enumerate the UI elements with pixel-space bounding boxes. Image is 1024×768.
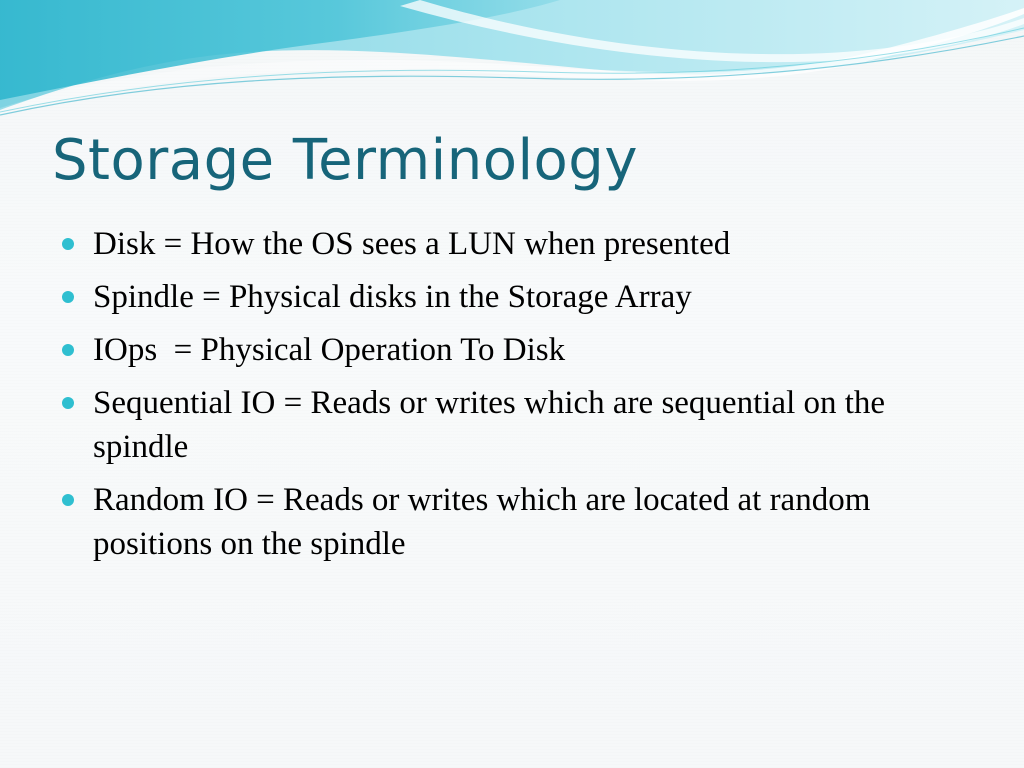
- wave-decoration: [0, 0, 1024, 130]
- round-bullet-icon: [62, 344, 74, 356]
- bullet-text: Sequential IO = Reads or writes which are sequential on the spindle: [93, 385, 894, 465]
- round-bullet-icon: [62, 494, 74, 506]
- slide-title: Storage Terminology: [52, 128, 638, 193]
- round-bullet-icon: [62, 238, 74, 250]
- list-item: [62, 222, 962, 266]
- list-item: [62, 275, 962, 319]
- bullet-text: Disk = How the OS sees a LUN when presented: [93, 226, 731, 262]
- list-item: [62, 478, 962, 566]
- bullet-text: Random IO = Reads or writes which are located at random positions on the spindle: [93, 482, 879, 562]
- bullet-list: [62, 222, 962, 575]
- round-bullet-icon: [62, 291, 74, 303]
- bullet-text: Spindle = Physical disks in the Storage Array: [93, 279, 692, 315]
- round-bullet-icon: [62, 397, 74, 409]
- list-item: [62, 328, 962, 372]
- bullet-text: IOps = Physical Operation To Disk: [93, 332, 566, 368]
- list-item: [62, 381, 962, 469]
